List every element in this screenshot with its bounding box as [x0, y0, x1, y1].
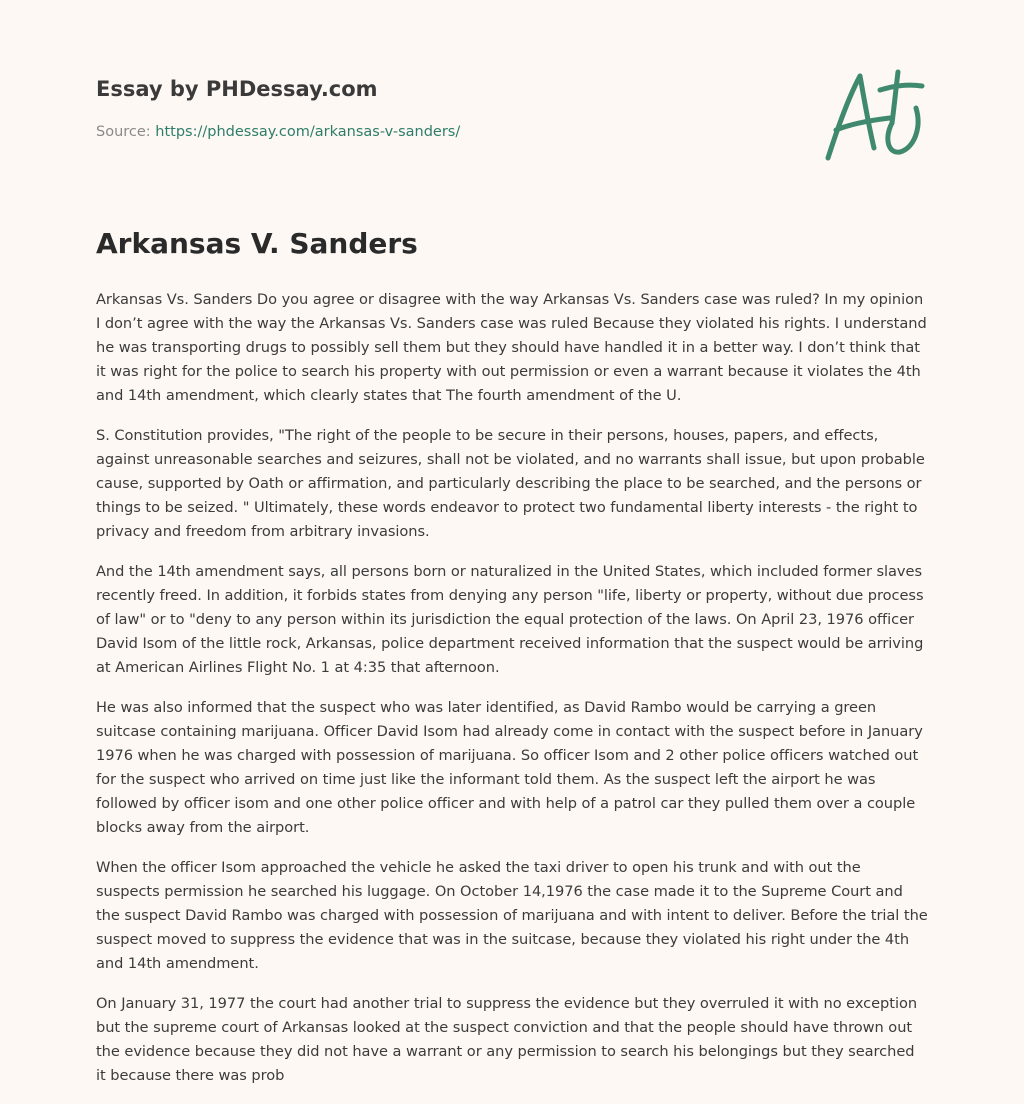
- essay-paragraph: Arkansas Vs. Sanders Do you agree or disagree with the way Arkansas Vs. Sanders case was ruled? In my opinion I don’t agree with the way the Arkansas Vs. Sanders case was ruled Because they violated his rights. I understand he was transporting drugs to possibly sell them but they should have handled it in a better way. I don’t think that it was right for the police to search his property with out permission or even a warrant because it violates the 4th and 14th amendment, which clearly states that The fourth amendment of the U.: [96, 291, 927, 404]
- essay-paragraph: And the 14th amendment says, all persons born or naturalized in the United States, which included former slaves recently freed. In addition, it forbids states from denying any person "life, liberty or property, without due process of law" or to "deny to any person within its jurisdiction the equal protection of the laws. On April 23, 1976 officer David Isom of the little rock, Arkansas, police department received information that the suspect would be arriving at American Airlines Flight No. 1 at 4:35 that afternoon.: [96, 563, 924, 676]
- essay-paragraph: When the officer Isom approached the vehicle he asked the taxi driver to open his trunk and with out the suspects permission he searched his luggage. On October 14,1976 the case made it to the Supreme Court and the suspect David Rambo was charged with possession of marijuana and with intent to deliver. Before the trial the suspect moved to suppress the evidence that was in the suitcase, because they violated his right under the 4th and 14th amendment.: [96, 859, 928, 972]
- source-label: Source:: [96, 124, 151, 140]
- essay-paragraph: On January 31, 1977 the court had another trial to suppress the evidence but they overruled it with no exception but the supreme court of Arkansas looked at the suspect conviction and that the people should have thrown out the evidence because they did not have a warrant or any permission to search his belongings but they searched it because there was prob: [96, 995, 918, 1084]
- document-header: [96, 74, 796, 142]
- site-title: Essay by PHDessay.com: [96, 77, 378, 101]
- a-plus-logo-icon: [818, 68, 930, 168]
- source-link[interactable]: https://phdessay.com/arkansas-v-sanders/: [155, 124, 461, 140]
- essay-paragraph: S. Constitution provides, "The right of the people to be secure in their persons, houses, papers, and effects, against unreasonable searches and seizures, shall not be violated, and no warrants shall issue, but upon probable cause, supported by Oath or affirmation, and particularly describing the place to be searched, and the persons or things to be seized. " Ultimately, these words endeavor to protect two fundamental liberty interests - the right to privacy and freedom from arbitrary invasions.: [96, 427, 925, 540]
- essay-title: Arkansas V. Sanders: [96, 227, 418, 260]
- essay-content: [96, 224, 928, 1104]
- essay-paragraph: He was also informed that the suspect who was later identified, as David Rambo would be carrying a green suitcase containing marijuana. Officer David Isom had already come in contact with the suspect before in January 1976 when he was charged with possession of marijuana. So officer Isom and 2 other police officers watched out for the suspect who arrived on time just like the informant told them. As the suspect left the airport he was followed by officer isom and one other police officer and with help of a patrol car they pulled them over a couple blocks away from the airport.: [96, 699, 923, 836]
- source-line: [96, 122, 796, 142]
